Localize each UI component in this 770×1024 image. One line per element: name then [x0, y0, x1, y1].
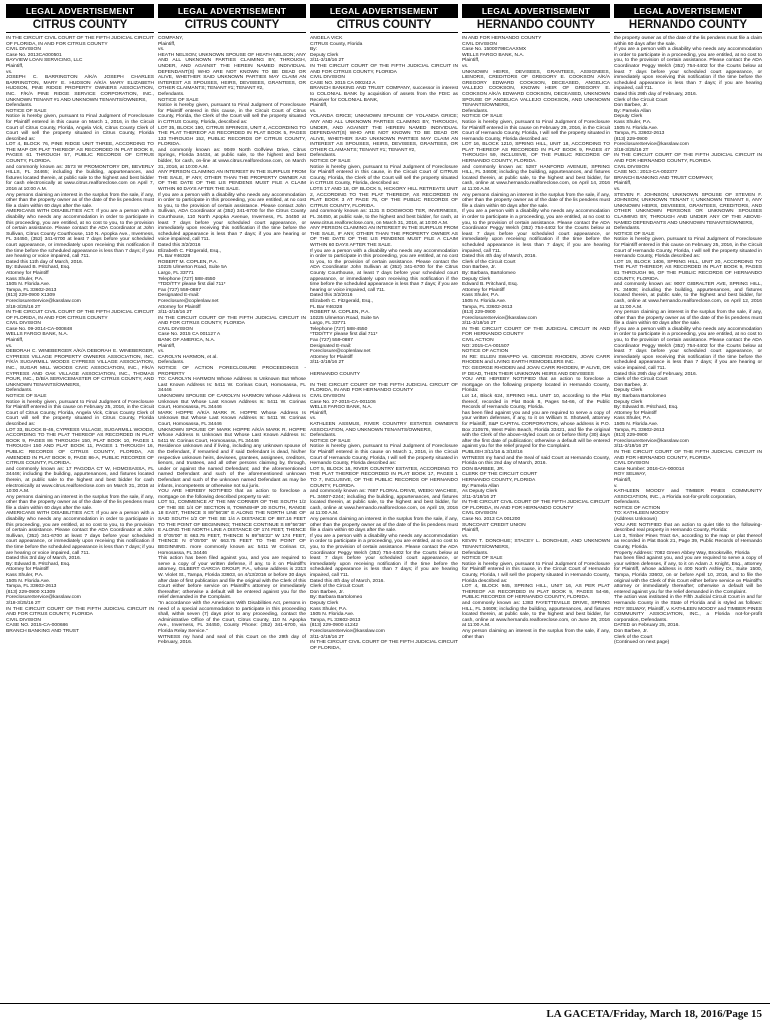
legal-notice-text: IN AND FOR HERNANDO COUNTY CIVIL DIVISION Case No. 15000798CAAXMX WELLS FARGO BANK, N.A. Plaintiff, vs. UNKNOWN HEIRS, DEVISEES, GRANTEES, ASSIGNEES, LIENORS, CREDITORS OF GREGORY E. COOKSON A/K/A GREGORY EDWARD COOKSON, DECEASED, ANGELICA VALLEJO COOKSON, KNOWN HEIR OF GREGORY E. COOKSON A/K/A EDWARD COOKSON, DECEASED, UNKNOWN SPOUSE OF ANGELICA VALLEJO COOKSON, AND UNKNOWN TENANTS/OWNERS, Defendants. NOTICE OF SALE Notice is hereby given, pursuant to Final Judgment of Foreclosure for Plaintiff entered in this cause on February 29, 2016, in the Circuit Court of Hernando County, Florida, I will sell the property situated in Hernando County, Florida described as: LOT 16, BLOCK 1210, SPRING HILL, UNIT 18, ACCORDING TO PLAT THEREOF AS RECORDED IN PLAT BOOK 9, PAGES 47 THROUGH 59, INCLUSIVE, OF THE PUBLIC RECORDS OF HERNANDO COUNTY, FLORIDA. and commonly known as: 5287 HANFORD AVENUE, SPRING HILL, FL 34608; including the building, appurtenances, and fixtures located therein, at public sale, to the highest and best bidder, for cash, online at www.hernando.realforeclose.com, on April 14, 2016 at 11:00 A.M. Any persons claiming an interest in the surplus from the sale, if any, other than the property owner as of the date of the lis pendens must file a claim within 60 days after the sale. If you are a person with a disability who needs any accommodation in order to participate in a proceeding, you are entitled, at no cost to you, to the provision of certain assistance. Please contact the ADA Coordinator Peggy Welch (352) 754-4402 for the Courts below at least 7 days before your scheduled court appearance, or immediately upon receiving notification if the time before the scheduled appearance is less than 7 days; if you are hearing impaired, call 711. Dated this 4th day of March, 2016. Clerk of the Circuit Court Don Barbee, Jr. By: Barbara, Bartolomeo Deputy Clerk Edward B. Pritchard, Esq. Attorney for Plaintiff Kass Shuler, P.A. 1505 N. Florida Ave. Tampa, FL 33602-2613 (813) 229-0900 ForeclosureService@kasslaw.com 3/11-3/18/16 2T IN THE CIRCUIT COURT OF THE JUDICIAL CIRCUIT IN AND FOR HERNANDO COUNTY CIVIL ACTION NO: 2015-CA-001507 NOTICE OF ACTION IN RE: ELLEN SWAPPO vs. GEORGE RHODEN, JOAN CARR RHODEN and LIVING EARTH REMODELERS INC. TO: GEORGE RHODEN and JOAN CARR RHODEN, IF ALIVE, OR IF DEAD, THEN THEIR UNKNOWN HEIRS AND DEVISEES YOU ARE HEREBY NOTIFIED that an action to foreclose a mortgage on the following property located in Hernando County, Florida: Lot 14, Block 624, SPRING HILL UNIT 10, according to the Plat thereof, recorded in Plat Book 8, Pages 54-66, of the Public Records of Hernando County, Florida. has been filed against you and you are required to serve a copy of your written defenses, if any, to it on William S. Shotwell, attorney for Plaintiff, S&P CAPITAL CORPORATION, whose address is P.O. Box 210576, West Palm Beach, Florida 33421, and file the original with the Clerk of the above-styled court on or before thirty (30) days after the first date of publication; otherwise a default will be entered against you for the relief prayed for the Complaint. PUBLISH 3/11/16 & 3/18/16 WITNESS my hand and the Seal of said Court at Hernando County, Florida on this 2nd day of March, 2016. DON BARBEE, JR. CLERK OF THE CIRCUIT COURT HERNANDO COUNTY, FLORIDA By: Pamela Allan As Deputy Clerk 3/11-3/18/16 2T IN THE CIRCUIT CIVIL COURT OF THE FIFTH JUDICIAL CIRCUIT OF FLORIDA, IN AND FOR HERNANDO COUNTY CIVIL DIVISION Case No. 2013 CA 001200 SUNCOAST CREDIT UNION Plaintiff, vs. KEVIN T. DONOHUE; STACEY L. DONOHUE, AND UNKNOWN TENANTS/OWNERS, Defendants. NOTICE OF SALE Notice is hereby given, pursuant to Final Judgment of Foreclosure for Plaintiff entered in this cause, in the Circuit Court of Hernando County, Florida, I will sell the property situated in Hernando County, Florida described as: LOT 4, BLOCK 945, SPRING HILL, UNIT 16, AS PER PLAT THEREOF AS RECORDED IN PLAT BOOK 9, PAGES 54-66, PUBLIC RECORDS OF HERNANDO COUNTY, FLORIDA. and commonly known as: 1383 FAYETTEVILLE DRIVE, SPRING HILL, FL 34609; including the building, appurtenances, and fixtures located therein, at public sale, to the highest and best bidder, for cash, online at www.hernando.realforeclose.com, on June 28, 2016 at 11:00 A.M. Any person claiming an interest in the surplus from the sale, if any, other than — [462, 36, 610, 640]
column-header: LEGAL ADVERTISEMENT — [462, 4, 610, 18]
column-header: LEGAL ADVERTISEMENT — [6, 4, 154, 18]
column-3 — [310, 4, 458, 1004]
page-footer: LA GACETA/Friday, March 18, 2016/Page 15 — [546, 1008, 762, 1020]
county-heading: CITRUS COUNTY — [158, 18, 306, 33]
newspaper-page — [6, 4, 764, 1004]
county-heading: HERNANDO COUNTY — [462, 18, 610, 33]
county-heading: CITRUS COUNTY — [310, 18, 458, 33]
county-heading: HERNANDO COUNTY — [614, 18, 762, 33]
footer-rule — [0, 1003, 770, 1004]
legal-notice-text: ANGELA VICK CITRUS County, Florida By: Deputy Clerk 3/11-3/18/16 2T IN THE CIRCUIT COURT OF THE FIFTH JUDICIAL CIRCUIT IN AND FOR CITRUS COUNTY, FLORIDA CIVIL DIVISION CASE NO. 2015 CA 000242 A BRANCH BANKING AND TRUST COMPANY, successor in interest to COLONIAL BANK by acquisition of assets from the FDIC as Receiver for COLONIAL BANK, Plaintiff, vs. YOLANDA GRICE; UNKNOWN SPOUSE OF YOLANDA GRICE; ANY AND ALL UNKNOWN PARTIES CLAIMING BY, THROUGH, UNDER, AND AGAINST THE HEREIN NAMED INDIVIDUAL DEFENDANT(S) WHO ARE NOT KNOWN TO BE DEAD OR ALIVE, WHETHER SAID UNKNOWN PARTIES MAY CLAIM AN INTEREST AS SPOUSES, HEIRS, DEVISEES, GRANTEES, OR OTHER CLAIMANTS; TENANT #1; TENANT #2, Defendants. NOTICE OF SALE Notice is hereby given, pursuant to Final Judgment of Foreclosure for Plaintiff entered in this cause, in the Circuit Court of CITRUS County, Florida, the Clerk of the Court will sell the property situated in CITRUS County, Florida, described as: LOTS 17 AND 18, OF BLOCK 5, HICKORY HILL RETREATS UNIT 2, ACCORDING TO THE PLAT THEREOF, AS RECORDED IN PLAT BOOK 3 AT PAGE 75, OF THE PUBLIC RECORDS OF CITRUS COUNTY, FLORIDA. and commonly known as: 1131 S DOGWOOD TER, INVERNESS, FL 34450, at public sale, to the highest and best bidder, for cash, at www.citrus.realforeclose.com, on March 31, 2016, at 10:00 A.M. ANY PERSON CLAIMING AN INTEREST IN THE SURPLUS FROM THE SALE, IF ANY, OTHER THAN THE PROPERTY OWNER AS OF THE DATE OF THE LIS PENDENS MUST FILE A CLAIM WITHIN 60 DAYS AFTER THE SALE. If you are a person with a disability who needs any accommodation in order to participate in this proceeding, you are entitled, at no cost to you, to the provision of certain assistance. Please contact the ADA Coordinator John Sullivan at (352) 341-6700 for the Citrus County Courthouse, at least 7 days before your scheduled court appearance, or immediately upon receiving this notification if the time before the scheduled appearance is less than 7 days; if you are hearing or voice impaired, call 711. Dated this 3/2/2016 Elizabeth C. Fitzgerald, Esq., FL Bar #46328 ROBERT M. COPLEN, P.A. 10225 Ulmerton Road, Suite 5A Largo, FL 33771 Telephone (727) 588-4550 *TDD/TTY please first dial 711* Fax (727) 559-0887 Designated E-mail: Foreclosure@coplenlaw.net Attorney for Plaintiff 3/11-3/18/16 2T HERNANDO COUNTY IN THE CIRCUIT COURT OF THE FIFTH JUDICIAL CIRCUIT OF FLORIDA, IN AND FOR HERNANDO COUNTY CIVIL DIVISION Case No. 27-2015-CA-001106 WELLS FARGO BANK, N.A. Plaintiff, vs. KATHLEEN ASSMUS, RIVER COUNTRY ESTATES OWNER'S ASSOCIATION, AND UNKNOWN TENANTS/OWNERS, Defendants. NOTICE OF SALE Notice is hereby given, pursuant to Final Judgment of Foreclosure for Plaintiff entered in this cause on March 1, 2016, in the Circuit Court of Hernando County, Florida, I will sell the property situated in Hernando County, Florida described as: LOT 5, BLOCK 16, RIVER COUNTRY ESTATES, ACCORDING TO THE PLAT THEREOF RECORDED IN PLAT BOOK 17, PAGES 1 TO 7, INCLUSIVE, OF THE PUBLIC RECORDS OF HERNANDO COUNTY, FLORIDA. and commonly known as: 7687 FLORAL DRIVE, WEEKI WACHEE, FL 34607-2244; including the building, appurtenances, and fixtures located therein, at public sale, to the highest and best bidder, for cash, online at www.hernando.realforeclose.com, on April 19, 2016 at 11:00 A.M. Any persons claiming an interest in the surplus from the sale, if any, other than the property owner as of the date of the lis pendens must file a claim within 60 days after the sale. If you are a person with a disability who needs any accommodation in order to participate in a proceeding, you are entitled, at no cost to you, to the provision of certain assistance. Please contact the ADA Coordinator Peggy Welch (352) 754-4402 for the Courts below at least 7 days before your scheduled court appearance, or immediately upon receiving notification if the time before the scheduled appearance is less than 7 days; if you are hearing impaired, call 711. Dated this 4th day of March, 2016. Clerk of the Circuit Court Don Barbee, Jr. By: Barbara Bartolomeo Deputy Clerk Kass Shuler, P.A. 1505 N. Florida Ave. Tampa, FL 33602-2613 (813) 229-0900 x1242 ForeclosureService@kasslaw.com 3/11-3/18/16 2T IN THE CIRCUIT CIVIL COURT OF THE FIFTH JUDICIAL CIRCUIT OF FLORIDA, — [310, 36, 458, 651]
column-header: LEGAL ADVERTISEMENT — [310, 4, 458, 18]
column-5 — [614, 4, 762, 1004]
column-header: LEGAL ADVERTISEMENT — [614, 4, 762, 18]
column-4 — [462, 4, 610, 1004]
legal-notice-text: IN THE CIRCUIT CIVIL COURT OF THE FIFTH JUDICIAL CIRCUIT OF FLORIDA, IN AND FOR CITRUS COUNTY CIVIL DIVISION Case No. 2013CA000501 BAYVIEW LOAN SERVICING, LLC Plaintiff, vs. JOSEPH C. BARRINGTON A/K/A JOSEPH CHARLES BARRINGTON, MARY E. HUDSON A/K/A MARY ELIZABETH HUDSON, PINE RIDGE PROPERTY OWNERS ASSOCIATION, INC. F/K/A PINE RIDGE SERVICE CORPORATION, INC., UNKNOWN TENANT #1 AND UNKNOWN TENANTS/OWNERS, Defendants. NOTICE OF SALE Notice is hereby given, pursuant to Final Judgment of Foreclosure for Plaintiff entered in this cause on March 1, 2016, in the Circuit Court of Citrus County, Florida, Angela Vick, Citrus County Clerk of Court will sell the property situated in Citrus County, Florida described as: LOT 4, BLOCK 76, PINE RIDGE UNIT THREE, ACCORDING TO THE MAP OR PLAT THEREOF AS RECORDED IN PLAT BOOK 8, PAGES 61 THROUGH 57, PUBLIC RECORDS OF CITRUS COUNTY, FLORIDA. and commonly known as: 3573 W PROMONTORY DR, BEVERLY HILLS, FL 34465; including the building, appurtenances, and fixtures located therein, at public sale to the highest and best bidder for cash electronically at www.citrus.realforeclose.com on April 7, 2016 at 10:00 A.M. Any persons claiming an interest in the surplus from the sale, if any, other than the property owner as of the date of the lis pendens must file a claim within 60 days after the sale. AMERICANS WITH DISABILITIES ACT. If you are a person with a disability who needs any accommodation in order to participate in this proceeding, you are entitled, at no cost to you, to the provision of certain assistance. Please contact the ADA Coordinator at John Sullivan, Citrus County Courthouse, 110 N. Apopka Ave., Inverness, FL 34450, (352) 341-6700 at least 7 days before your scheduled court appearance, or immediately upon receiving this notification if the time before the scheduled appearance is less than 7 days; if you are hearing or voice impaired, call 711. Dated this 11th day of March, 2016. By: Edward B. Pritchard, Esq. Attorney for Plaintiff Kass Shuler, P.A. 1505 N. Florida Ave. Tampa, FL 33602-2613 (813) 229-0900 X1309 ForeclosureService@kasslaw.com 3/18-3/25/16 2T IN THE CIRCUIT CIVIL COURT OF THE FIFTH JUDICIAL CIRCUIT OF FLORIDA, IN AND FOR CITRUS COUNTY CIVIL DIVISION Case No. 09-2014-CA-000848 WELLS FARGO BANK, N.A. Plaintiff, vs. DEBORAH C. WINEBERGER A/K/A DEBORAH E. WINEBERGER, CYPRESS VILLAGE PROPERTY OWNERS ASSOCIATION, INC. F/K/A SUGARMILL WOODS CYPRESS VILLAGE ASSOCIATION, INC., SUGAR MILL WOODS CIVIC ASSOCIATION, INC., F/K/A CYPRESS AND OAK VILLAGE ASSOCIATION, INC., THOMAS POUR, INC., D/B/A SERVICEMASTER OF CITRUS COUNTY, AND UNKNOWN TENANTS/OWNERS, Defendants. NOTICE OF SALE Notice is hereby given, pursuant to Final Judgment of Foreclosure for Plaintiff entered in this cause on February 25, 2016, in the Circuit Court of Citrus County, Florida, Angela Vick, Citrus County Clerk of Court will sell the property situated in Citrus County, Florida described as: LOT 33, BLOCK B-46, CYPRESS VILLAGE, SUGARMILL WOODS, ACCORDING TO THE PLAT THEREOF AS RECORDED IN PLAT BOOK 9, PAGES 86 THROUGH 150, PLAT BOOK 10, PAGES 1 THROUGH 150 AND PLAT BOOK 11, PAGES 1 THROUGH 16, PUBLIC RECORDS OF CITRUS COUNTY, FLORIDA, AS AMENDED IN PLAT BOOK 9, PAGE 86-A, PUBLIC RECORDS OF CITRUS COUNTY, FLORIDA. and commonly known as: 17 PAGODA CT W, HOMOSASSA, FL 34446; including the building, appurtenances, and fixtures located therein, at public sale to the highest and best bidder for cash electronically at www.citrus.realforeclose.com on March 31, 2016 at 10:00 A.M. Any persons claiming an interest in the surplus from the sale, if any, other than the property owner as of the date of the lis pendens must file a claim within 60 days after the sale. AMERICANS WITH DISABILITIES ACT. If you are a person with a disability who needs any accommodation in order to participate in this proceeding, you are entitled, at no cost to you, to the provision of certain assistance. Please contact the ADA Coordinator at John Sullivan, (352) 341-6700 at least 7 days before your scheduled court appearance, or immediately upon receiving this notification if the time before the scheduled appearance is less than 7 days; if you are hearing or voice impaired, call 711. Dated this 3rd day of March, 2016. By: Edward B. Pritchard, Esq. Attorney for Plaintiff Kass Shuler, P.A. 1505 N. Florida Ave. Tampa, FL 33602-2613 (813) 229-0900 X1309 ForeclosureService@kasslaw.com 3/18-3/25/16 2T IN THE CIRCUIT COURT OF THE FIFTH JUDICIAL CIRCUIT IN AND FOR CITRUS COUNTY, FLORIDA CIVIL DIVISION CASE NO. 2015-CA-000686 BRANCH BANKING AND TRUST — [6, 36, 154, 634]
legal-notice-text: the property owner as of the date of the lis pendens must file a claim within 60 days after the sale. If you are a person with a disability who needs any accommodation in order to participate in a proceeding, you are entitled, at no cost to you, to the provision of certain assistance. Please contact the ADA Coordinator Peggy Welch (352) 754-4402 for the Courts below at least 7 days before your scheduled court appearance, or immediately upon receiving this notification if the time before the scheduled appearance is less than 7 days; if you are hearing impaired, call 711. Dated this 29th day of February, 2016. Clerk of the Circuit Court Don Barbee, Jr. By: Pamela Allan Deputy Clerk Kass Shuler, P.A. 1505 N. Florida Ave. Tampa, FL 33602-2613 (813) 229-0900 ForeclosureService@kasslaw.com 3/18-3/25/16 2T IN THE CIRCUIT COURT OF THE FIFTH JUDICIAL CIRCUIT IN AND FOR HERNANDO COUNTY, FLORIDA CIVIL DIVISION CASE NO.: 2013-CA-002377 BRANCH BANKING AND TRUST COMPANY, Plaintiff, vs. STEVEN F. JOHNSON; UNKNOWN SPOUSE OF STEVEN F. JOHNSON; UNKNOWN TENANT I; UNKNOWN TENANT II, ANY UNKNOWN HEIRS, DEVISEES, GRANTEES, CREDITORS, AND OTHER UNKNOWN PERSONS OR UNKNOWN SPOUSES CLAIMING BY, THROUGH AND UNDER ANY OF THE ABOVE-NAMED DEFENDANTS AND UNKNOWN TENANTS/OWNERS, Defendants. NOTICE OF SALE Notice is hereby given, pursuant to Final Judgment of Foreclosure for Plaintiff entered in this cause on February 25, 2016, in the Circuit Court of Hernando County, Florida, I will sell the property situated in Hernando County, Florida described as: LOT 19, BLOCK 1406, SPRING HILL, UNIT 20, ACCORDING TO THE PLAT THEREOF, AS RECORDED IN PLAT BOOK 9, PAGES 81 THROUGH 96, OF THE PUBLIC RECORDS OF HERNANDO COUNTY, FLORIDA. and commonly known as: 9007 GIBRALTER AVE, SPRING HILL, FL 34608; including the building, appurtenances, and fixtures located therein, at public sale, to the highest and best bidder, for cash, online at www.hernando.realforeclose.com, on April 12, 2016 at 11:00 A.M. Any person claiming an interest in the surplus from the sale, if any, other than the property owner as of the date of the lis pendens must file a claim within 60 days after the sale. If you are a person with a disability who needs any accommodation in order to participate in a proceeding, you are entitled, at no cost to you, to the provision of certain assistance. Please contact the ADA Coordinator Peggy Welch (352) 754-4402 for the Courts below at least 7 days before your scheduled court appearance, or immediately upon receiving this notification if the time before the scheduled appearance is less than 7 days; if you are hearing or voice impaired, call 711. Dated this 29th day of February, 2016. Clerk of the Circuit Court Don Barbee, Jr. Deputy Clerk By: Barbara Bartolomeo Deputy Clerk By: Edward B. Pritchard, Esq. Attorney for Plaintiff Kass Shuler, P.A. 1505 N. Florida Ave. Tampa, FL 33602-2613 (813) 229-0900 ForeclosureService@kasslaw.com 3/11-3/18/16 2T IN THE CIRCUIT COURT OF THE FIFTH JUDICIAL CIRCUIT IN AND FOR HERNANDO COUNTY, FLORIDA CIVIL DIVISION Case Number: 2016-CA-000014 ROY SELWAY, Plaintiff, v. KATHLEEN MOODY and TIMBER PINES COMMUNITY ASSOCIATION, INC., a Florida not-for-profit corporation, Defendants. NOTICE OF ACTION TO: KATHLEEN MOODY (Address Unknown) YOU ARE NOTIFIED that an action to quiet title to the following-described real property in Hernando County, Florida: Lot 3, Timber Pines Tract 6A, according to the map or plat thereof as recorded in Plat Book 21, Page 39, Public Records of Hernando County, Florida. Property Address: 7082 Green Abbey Way, Brooksville, Florida has been filed against you, and you are required to serve a copy of your written defenses, if any, to it on Adam J. Knight, Esq., attorney for Plaintiff, whose address is 400 North Ashley Dr., Suite 1500, Tampa, Florida 33602, on or before April 10, 2016, and to file the original with the Clerk of this Court either before service on Plaintiff's attorney or immediately thereafter; otherwise a default will be entered against you for the relief demanded in the Complaint. The action was instituted in the Fifth Judicial Circuit Court in and for Hernando County in the State of Florida and is styled as follows: ROY SELWAY, Plaintiff, v. KATHLEEN MOODY and TIMBER PINES COMMUNITY ASSOCIATION, INC., a Florida not-for-profit corporation, Defendants. DATED on February 25, 2016. Don Barbee, Jr. Clerk of the Court (Continued on next page) — [614, 36, 762, 646]
column-header: LEGAL ADVERTISEMENT — [158, 4, 306, 18]
county-heading: CITRUS COUNTY — [6, 18, 154, 33]
column-1 — [6, 4, 154, 1004]
legal-notice-text: COMPANY, Plaintiff, vs. HEATH NELSON; UNKNOWN SPOUSE OF HEATH NELSON; ANY AND ALL UNKNOWN PARTIES CLAIMING BY, THROUGH, UNDER, AND AGAINST THE HEREIN NAMED INDIVIDUAL DEFENDANT(S) WHO ARE NOT KNOWN TO BE DEAD OR ALIVE, WHETHER SAID UNKNOWN PARTIES MAY CLAIM AN INTEREST AS SPOUSES, HEIRS, DEVISEES, GRANTEES, OR OTHER CLAIMANTS; TENANT #1; TENANT #2, Defendants. NOTICE OF SALE Notice is hereby given, pursuant to Final Judgment of Foreclosure for Plaintiff entered in this cause, in the Circuit Court of Citrus County, Florida, the Clerk of the Court will sell the property situated in CITRUS County, Florida, described as: LOT 35, BLOCK 190, CITRUS SPRINGS, UNIT 4, ACCORDING TO THE PLAT THEREOF AS RECORDED IN PLAT BOOK 5, PAGES 133 THROUGH 152, PUBLIC RECORDS OF CITRUS COUNTY, FLORIDA. and commonly known as: 9049 North Golfview Drive, Citrus Springs, Florida 34434, at public sale, to the highest and best bidder, for cash, on-line at www.citrus.realforeclose.com, on March 31, 2016, at 10:00 A.M. ANY PERSON CLAIMING AN INTEREST IN THE SURPLUS FROM THE SALE, IF ANY, OTHER THAN THE PROPERTY OWNER AS OF THE DATE OF THE LIS PENDENS MUST FILE A CLAIM WITHIN 60 DAYS AFTER THE SALE. If you are a person with a disability who needs any accommodation in order to participate in this proceeding, you are entitled, at no cost to you, to the provision of certain assistance. Please contact John Sullivan, ADA Coordinator at (352) 341-6700 for the Citrus County Courthouse, 110 North Apopka Avenue, Inverness, FL 34450 at least 7 days before your scheduled court appearance, or immediately upon receiving this notification if the time before the scheduled appearance is less than 7 days; if you are hearing or voice impaired, call 711. Dated this 3/2/2016 Elizabeth C. Fitzgerald, Esq., FL Bar #46328 ROBERT M. COPLEN, P.A. 10225 Ulmerton Road, Suite 5A Largo, FL 33771 Telephone (727) 588-4550 *TDD/TTY please first dial 711* Fax (727) 559-0887 Designated E-mail: Foreclosure@coplenlaw.net Attorney for Plaintiff 3/11-3/18/16 2T IN THE CIRCUIT COURT OF THE FIFTH JUDICIAL CIRCUIT IN AND FOR CITRUS COUNTY, FLORIDA CIVIL DIVISION Case No. 2015 CA 001127 A BANK OF AMERICA, N.A. Plaintiff, vs. CAROLYN HARMON, et al. Defendants. NOTICE OF ACTION FORECLOSURE PROCEEDINGS - PROPERTY TO: CAROLYN HARMON Whose Address Is Unknown But Whose Last Known Address Is: 5411 W. Corinas Court, Homosassa, FL 34446 UNKNOWN SPOUSE OF CAROLYN HARMON Whose Address Is Unknown But Whose Last Known Address Is: 5411 W. Corinas Court, Homosassa, FL 34446 MARK HOPPE A/K/A MARK R. HOPPE Whose Address Is Unknown But Whose Last Known Address Is: 5411 W. Corinas Court, Homosassa, FL 34446 UNKNOWN SPOUSE OF MARK HOPPE A/K/A MARK R. HOPPE Whose Address Is Unknown But Whose Last Known Address Is: 5411 W. Corinas Court, Homosassa, FL 34446 Residence unknown and if living, including any unknown spouse of the Defendant, if remarried and if said Defendant is dead, his/her respective unknown heirs, devisees, grantees, assignees, creditors, lienors, and trustees, and all other persons claiming by, through, under or against the named Defendant; and the aforementioned named Defendant and such of the aforementioned unknown Defendant and such of the unknown named Defendant as may be infants, incompetents or otherwise not sui juris. YOU ARE HEREBY NOTIFIED that an action to foreclose a mortgage on the following described property to wit: LOT 51, COMMENCE AT THE NW CORNER OF THE SOUTH 1/2 OF THE SE 1/4 OF SECTION 8, TOWNSHIP 20 SOUTH, RANGE 18 EAST, THENCE S 89°56'36" E ALONG THE NORTH LINE OF SAID SOUTH 1/2 OF THE SE 1/4 A DISTANCE OF 887.16 FEET TO THE POINT OF BEGINNING; THENCE CONTINUE S 89°56'36" E ALONG THE NORTH LINE A DISTANCE OF 174 FEET, THENCE S 0°05'00" E 663.75 FEET, THENCE N 89°55'22" W 174 FEET, THENCE N 0°05'00" W 663.75 FEET TO THE POINT OF BEGINNING. more commonly known as: 5411 W Corinas Ct, Homosassa, FL 34446 This action has been filed against you, and you are required to serve a copy of your written defense, if any, to it on Plaintiff's attorney, GILBERT GARCIA GROUP, P.A., whose address is 2313 W. Violet St., Tampa, Florida 33603, on 4/13/2016 or before 30 days after date of first publication and file the original with the Clerk of this Court either before service on Plaintiff's attorney or immediately thereafter; otherwise a default will be entered against you for the relief demanded in the Complaint. "In accordance with the Americans With Disabilities Act, persons in need of a special accommodation to participate in this proceeding shall, within seven (7) days prior to any proceeding, contact the Administrative Office of the Court, Citrus County, 110 N. Apopka Ave., Inverness, FL 34450, County Phone: (352) 341-6700, via Florida Relay Service." WITNESS my hand and seal of this Court on the 29th day of February, 2016. — [158, 36, 306, 646]
column-2 — [158, 4, 306, 1004]
